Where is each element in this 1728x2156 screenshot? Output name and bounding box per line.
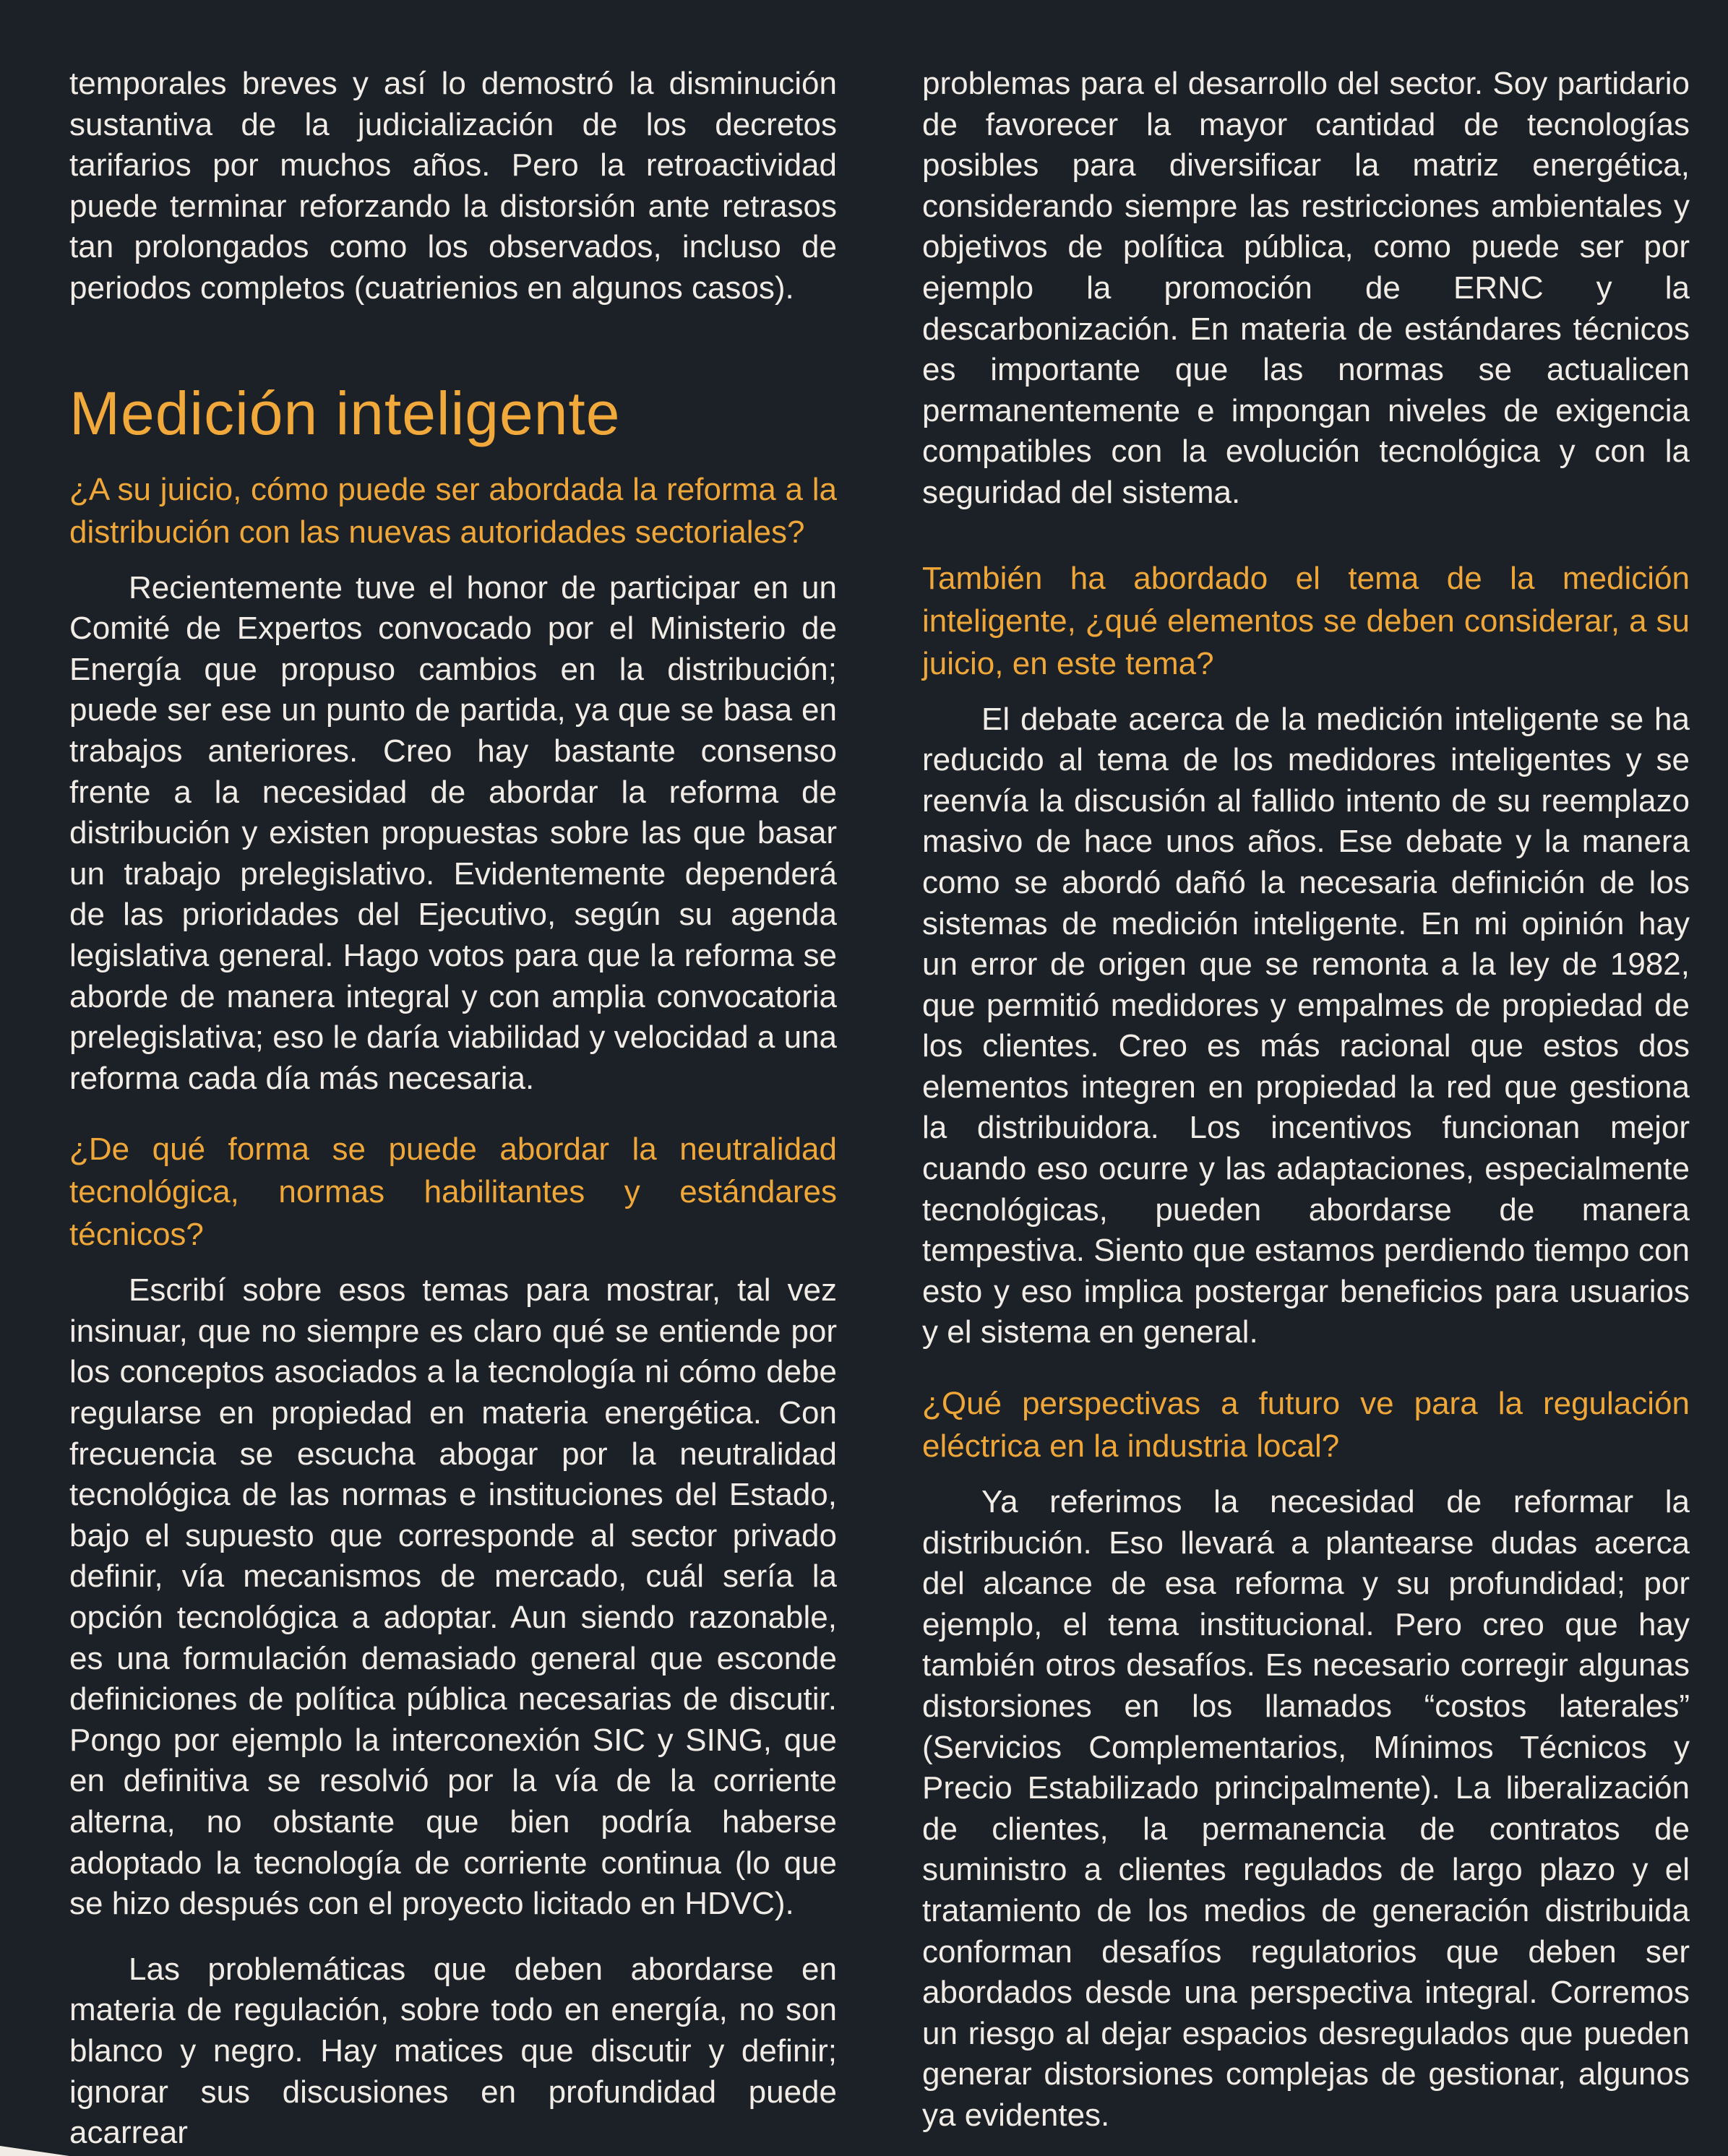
answer-neutrality-part-2: Las problemáticas que deben abordarse en materia de regulación, sobre todo en energía, no son blanco y negro. Hay matices que discutir y definir; ignorar sus discusiones en profundidad puede acarrear <box>69 1951 837 2151</box>
answer-smart-metering: El debate acerca de la medición inteligente se ha reducido al tema de los medidores inteligentes y se reenvía la discusión al fallido intento de su reemplazo masivo de hace unos años. Ese debate y la manera como se abordó dañó la necesaria definición de los sistemas de medición inteligente. En mi opinión hay un error de origen que se remonta a la ley de 1982, que permitió medidores y empalmes de propiedad de los clientes. Creo es más racional que estos dos elementos integren en propiedad la red que gestiona la distribuidora. Los incentivos funcionan mejor cuando eso ocurre y las adaptaciones, especialmente tecnológicas, pueden abordarse de manera tempestiva. Siento que estamos perdiendo tiempo con esto y eso implica postergar beneficios para usuarios y el sistema en general. <box>922 701 1690 1350</box>
left-intro-paragraph: temporales breves y así lo demostró la disminución sustantiva de la judicialización de los decretos tarifarios por muchos años. Pero la retroactividad puede terminar reforzando la distorsión ante retrasos tan prolongados como los observados, incluso de periodos completos (cuatrienios en algunos casos). <box>69 66 837 306</box>
question-smart-metering: También ha abordado el tema de la medición inteligente, ¿qué elementos se deben considerar, a su juicio, en este tema? <box>922 560 1690 681</box>
section-heading: Medición inteligente <box>69 379 621 447</box>
question-future: ¿Qué perspectivas a futuro ve para la regulación eléctrica en la industria local? <box>922 1386 1690 1465</box>
answer-future: Ya referimos la necesidad de reformar la distribución. Eso llevará a plantearse dudas acerca del alcance de esa reforma y su profundidad; por ejemplo, el tema institucional. Pero creo que hay también otros desafíos. Es necesario corregir algunas distorsiones en los llamados “costos laterales” (Servicios Complementarios, Mínimos Técnicos y Precio Estabilizado principalmente). La liberalización de clientes, la permanencia de contratos de suministro a clientes regulados de largo plazo y el tratamiento de los medios de generación distribuida conforman desafíos regulatorios que deben ser abordados desde una perspectiva integral. Corremos un riesgo al dejar espacios desregulados que pueden generar distorsiones complejas de gestionar, algunos ya evidentes. <box>922 1484 1690 2133</box>
page-corner-mark <box>0 2146 69 2156</box>
answer-neutrality-part-1: Escribí sobre esos temas para mostrar, tal vez insinuar, que no siempre es claro qué se entiende por los conceptos asociados a la tecnología ni cómo debe regularse en propiedad en materia energética. Con frecuencia se escucha abogar por la neutralidad tecnológica de las normas e instituciones del Estado, bajo el supuesto que corresponde al sector privado definir, vía mecanismos de mercado, cuál sería la opción tecnológica a adoptar. Aun siendo razonable, es una formulación demasiado general que esconde definiciones de política pública necesarias de discutir. Pongo por ejemplo la interconexión SIC y SING, que en definitiva se resolvió por la vía de la corriente alterna, no obstante que bien podría haberse adoptado la tecnología de corriente continua (lo que se hizo después con el proyecto licitado en HDVC). <box>69 1272 837 1922</box>
question-neutrality: ¿De qué forma se puede abordar la neutralidad tecnológica, normas habilitantes y estándares técnicos? <box>69 1131 837 1253</box>
answer-reform: Recientemente tuve el honor de participar en un Comité de Expertos convocado por el Ministerio de Energía que propuso cambios en la distribución; puede ser ese un punto de partida, ya que se basa en trabajos anteriores. Creo hay bastante consenso frente a la necesidad de abordar la reforma de distribución y existen propuestas sobre las que basar un trabajo prelegislativo. Evidentemente dependerá de las prioridades del Ejecutivo, según su agenda legislativa general. Hago votos para que la reforma se aborde de manera integral y con amplia convocatoria prelegislativa; eso le daría viabilidad y velocidad a una reforma cada día más necesaria. <box>69 569 837 1096</box>
right-intro-paragraph: problemas para el desarrollo del sector. Soy partidario de favorecer la mayor cantidad de tecnologías posibles para diversificar la matriz energética, considerando siempre las restricciones ambientales y objetivos de política pública, como puede ser por ejemplo la promoción de ERNC y la descarbonización. En materia de estándares técnicos es importante que las normas se actualicen permanentemente e impongan niveles de exigencia compatibles con la evolución tecnológica y con la seguridad del sistema. <box>922 66 1690 510</box>
right-column <box>922 64 1690 2136</box>
left-column <box>69 64 837 2154</box>
question-reform: ¿A su juicio, cómo puede ser abordada la reforma a la distribución con las nuevas autoridades sectoriales? <box>69 471 837 550</box>
